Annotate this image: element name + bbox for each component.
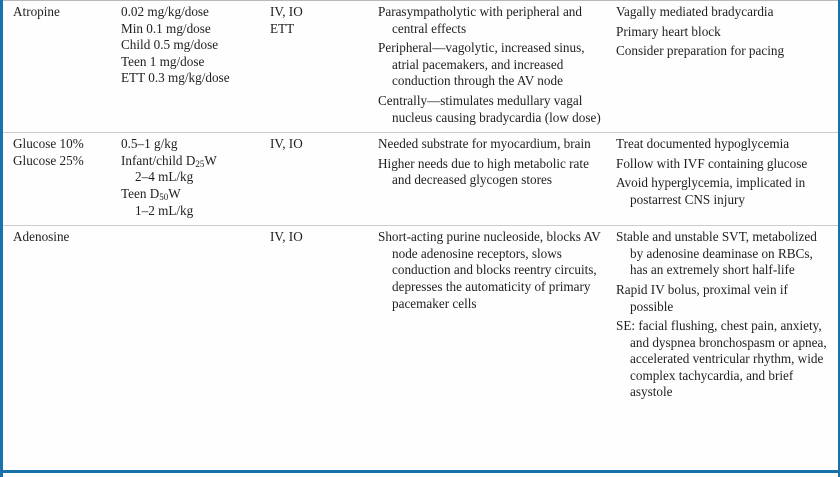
notes-paragraph: Vagally mediated bradycardia (616, 4, 774, 19)
mechanism-paragraph: Peripheral—vagolytic, increased sinus, atrial pacemakers, and increased conduction through the AV node (378, 40, 585, 89)
dose-cell (121, 4, 270, 87)
drug-name-cell (13, 4, 121, 21)
drug-name: Adenosine (13, 229, 70, 245)
notes-paragraph: Treat documented hypoglycemia (616, 136, 790, 152)
table-row (3, 132, 838, 225)
drug-name-cell (13, 136, 121, 169)
drug-reference-table (3, 0, 838, 473)
notes-cell (616, 136, 833, 208)
dose-line (121, 70, 262, 87)
mechanism-cell (378, 4, 616, 126)
drug-name-cell (13, 229, 121, 246)
dose-text: 2–4 mL/kg (135, 169, 194, 185)
drug-name: Glucose 10% (13, 136, 84, 152)
route-cell (270, 229, 378, 246)
notes-cell (616, 4, 833, 60)
mechanism-paragraph: Higher needs due to high metabolic rate and decreased glycogen stores (378, 155, 589, 188)
dose-text: Infant/child D (121, 152, 196, 168)
dose-line (121, 136, 262, 153)
notes-paragraph: Stable and unstable SVT, metabolized by adenosine deaminase on RBCs, has an extremely short half-life (616, 229, 817, 278)
dose-text: Min 0.1 mg/dose (121, 20, 211, 36)
drug-name: Glucose 25% (13, 152, 84, 168)
dose-text: W (168, 185, 181, 201)
route-line: IV, IO (270, 229, 303, 245)
dose-text: Child 0.5 mg/dose (121, 37, 219, 53)
dose-line (121, 186, 262, 203)
notes-paragraph: Consider preparation for pacing (616, 43, 785, 59)
route-line: ETT (270, 20, 295, 36)
dose-text: 0.5–1 g/kg (121, 136, 178, 152)
dose-line (121, 203, 262, 220)
dose-text: W (204, 152, 217, 168)
dose-subscript: 50 (159, 192, 169, 203)
dose-cell (121, 136, 270, 219)
dose-subscript: 25 (195, 158, 205, 169)
route-line: IV, IO (270, 4, 303, 19)
notes-paragraph: Follow with IVF containing glucose (616, 155, 808, 171)
mechanism-cell (378, 136, 616, 189)
mechanism-paragraph: Centrally—stimulates medullary vagal nucleus causing bradycardia (low dose) (378, 92, 601, 125)
dose-text: 1–2 mL/kg (135, 202, 194, 218)
dose-text: ETT 0.3 mg/kg/dose (121, 70, 230, 86)
mechanism-paragraph: Parasympatholytic with peripheral and central effects (378, 4, 582, 36)
dose-line (121, 153, 262, 170)
route-cell (270, 4, 378, 37)
notes-cell (616, 229, 833, 401)
route-cell (270, 136, 378, 153)
dose-line (121, 169, 262, 186)
mechanism-paragraph: Needed substrate for myocardium, brain (378, 136, 591, 152)
notes-paragraph: Rapid IV bolus, proximal vein if possible (616, 281, 788, 314)
notes-paragraph: Avoid hyperglycemia, implicated in postarrest CNS injury (616, 175, 806, 207)
mechanism-cell (378, 229, 616, 312)
notes-paragraph: SE: facial flushing, chest pain, anxiety, and dyspnea bronchospasm or apnea, accelerated ventricular rhythm, wide complex tachycardia, and brief asystole (616, 318, 827, 400)
dose-line (121, 4, 262, 21)
notes-paragraph: Primary heart block (616, 23, 721, 39)
table-row (3, 225, 838, 407)
drug-name: Atropine (13, 4, 60, 19)
dose-text: 0.02 mg/kg/dose (121, 4, 209, 19)
dose-text: Teen 1 mg/dose (121, 53, 205, 69)
dose-line (121, 54, 262, 71)
dose-line (121, 21, 262, 38)
dose-text: Teen D (121, 185, 160, 201)
dose-line (121, 37, 262, 54)
route-line: IV, IO (270, 136, 303, 152)
mechanism-paragraph: Short-acting purine nucleoside, blocks AV node adenosine receptors, slows conduction and blocks reentry circuits, depresses the automaticity of primary pacemaker cells (378, 229, 601, 311)
table-row (3, 1, 838, 132)
